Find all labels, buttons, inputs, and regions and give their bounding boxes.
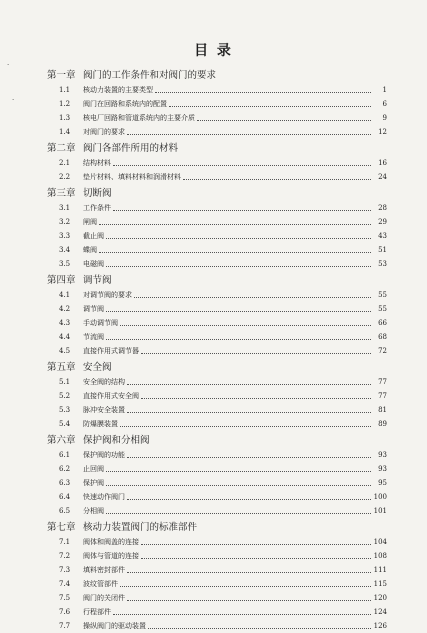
toc-entry [47, 563, 387, 577]
section-number: 4.2 [59, 305, 71, 313]
section-title: 工作条件 [83, 204, 111, 212]
dot-leader [106, 238, 371, 239]
chapter-number: 第三章 [47, 188, 76, 199]
toc-entry [47, 83, 387, 97]
toc-entry [47, 302, 387, 316]
section-number: 3.5 [59, 260, 71, 268]
chapter-heading [47, 521, 387, 535]
toc-entry [47, 549, 387, 563]
page-number: 66 [378, 319, 387, 327]
chapter-number: 第一章 [47, 70, 76, 81]
section-title: 止回阀 [83, 465, 104, 473]
section-title: 分相阀 [83, 507, 104, 515]
section-number: 3.3 [59, 232, 71, 240]
page-number: 29 [378, 218, 387, 226]
toc-entry [47, 504, 387, 518]
section-title: 核电厂回路和管道系统内的主要介质 [83, 114, 195, 122]
section-title: 阀门的关闭件 [83, 594, 125, 602]
dot-leader [106, 471, 371, 472]
dot-leader [183, 179, 371, 180]
section-title: 直接作用式安全阀 [83, 392, 139, 400]
section-number: 5.2 [59, 392, 71, 400]
dot-leader [106, 311, 371, 312]
toc-entry [47, 389, 387, 403]
dot-leader [155, 92, 371, 93]
toc-entry [47, 417, 387, 431]
toc-entry [47, 619, 387, 633]
chapter-title: 阀门的工作条件和对阀门的要求 [83, 70, 217, 81]
section-title: 结构材料 [83, 159, 111, 167]
toc-entry [47, 476, 387, 490]
dot-leader [127, 457, 371, 458]
page-title: 目 录 [194, 43, 233, 59]
section-number: 7.7 [59, 622, 71, 630]
section-number: 7.5 [59, 594, 71, 602]
dot-leader [127, 412, 371, 413]
page-number: 6 [382, 100, 387, 108]
page-number: 55 [378, 305, 387, 313]
page-number: 100 [373, 493, 387, 501]
section-number: 3.4 [59, 246, 71, 254]
page-number: 53 [378, 260, 387, 268]
dot-leader [113, 614, 371, 615]
section-title: 对调节阀的要求 [83, 291, 132, 299]
page-number: 101 [373, 507, 387, 515]
page-number: 77 [378, 392, 387, 400]
section-title: 节流阀 [83, 333, 104, 341]
dot-leader [141, 544, 371, 545]
chapter-number: 第六章 [47, 435, 76, 446]
chapter-title: 调节阀 [83, 275, 112, 286]
toc-entry [47, 316, 387, 330]
section-number: 7.2 [59, 552, 71, 560]
section-title: 波纹管部件 [83, 580, 118, 588]
table-of-contents [47, 66, 387, 633]
toc-entry [47, 97, 387, 111]
page-number: 126 [373, 622, 387, 630]
section-title: 快速动作阀门 [83, 493, 125, 501]
section-number: 7.6 [59, 608, 71, 616]
toc-entry [47, 229, 387, 243]
page-number: 77 [378, 378, 387, 386]
chapter-title: 切断阀 [83, 188, 112, 199]
toc-entry [47, 591, 387, 605]
toc-entry [47, 170, 387, 184]
toc-entry [47, 577, 387, 591]
scan-speck: · [7, 61, 10, 69]
scan-speck: · [12, 96, 15, 104]
toc-entry [47, 156, 387, 170]
dot-leader [120, 586, 371, 587]
section-number: 6.4 [59, 493, 71, 501]
section-title: 调节阀 [83, 305, 104, 313]
section-title: 截止阀 [83, 232, 104, 240]
section-title: 电磁阀 [83, 260, 104, 268]
dot-leader [141, 398, 371, 399]
section-number: 1.1 [59, 86, 71, 94]
section-title: 蝶阀 [83, 246, 97, 254]
section-number: 3.1 [59, 204, 71, 212]
dot-leader [99, 224, 371, 225]
page-number: 81 [378, 406, 387, 414]
section-number: 4.5 [59, 347, 71, 355]
page-number: 93 [378, 451, 387, 459]
chapter-title: 保护阀和分相阀 [83, 435, 150, 446]
page-number: 108 [373, 552, 387, 560]
page-number: 120 [373, 594, 387, 602]
section-number: 4.1 [59, 291, 71, 299]
dot-leader [127, 600, 371, 601]
page-number: 72 [378, 347, 387, 355]
section-number: 1.2 [59, 100, 71, 108]
section-title: 阀门在回路和系统内的配置 [83, 100, 167, 108]
chapter-title: 阀门各部件所用的材料 [83, 143, 179, 154]
chapter-title: 核动力装置阀门的标准部件 [83, 522, 198, 533]
chapter-heading [47, 434, 387, 448]
section-number: 5.4 [59, 420, 71, 428]
section-title: 直接作用式调节器 [83, 347, 139, 355]
page-number: 68 [378, 333, 387, 341]
toc-entry [47, 111, 387, 125]
page-number: 124 [373, 608, 387, 616]
toc-entry [47, 215, 387, 229]
section-number: 7.4 [59, 580, 71, 588]
section-number: 4.3 [59, 319, 71, 327]
dot-leader [106, 485, 371, 486]
toc-entry [47, 605, 387, 619]
chapter-heading [47, 69, 387, 83]
section-number: 4.4 [59, 333, 71, 341]
section-number: 7.3 [59, 566, 71, 574]
section-title: 垫片材料、填料材料和润滑材料 [83, 173, 181, 181]
dot-leader [106, 266, 371, 267]
section-number: 2.1 [59, 159, 71, 167]
toc-entry [47, 403, 387, 417]
page-number: 51 [378, 246, 387, 254]
chapter-heading [47, 274, 387, 288]
page-number: 1 [382, 86, 387, 94]
section-number: 5.3 [59, 406, 71, 414]
dot-leader [141, 353, 371, 354]
dot-leader [148, 628, 371, 629]
page-number: 28 [378, 204, 387, 212]
page-number: 16 [378, 159, 387, 167]
section-number: 6.2 [59, 465, 71, 473]
section-title: 安全阀的结构 [83, 378, 125, 386]
dot-leader [127, 384, 371, 385]
dot-leader [127, 572, 371, 573]
dot-leader [99, 252, 371, 253]
chapter-heading [47, 361, 387, 375]
section-title: 操纵阀门的驱动装置 [83, 622, 146, 630]
section-title: 防爆膜装置 [83, 420, 118, 428]
page-number: 9 [382, 114, 387, 122]
section-number: 6.1 [59, 451, 71, 459]
chapter-number: 第七章 [47, 522, 76, 533]
section-title: 保护阀 [83, 479, 104, 487]
section-title: 行程部件 [83, 608, 111, 616]
chapter-heading [47, 187, 387, 201]
dot-leader [113, 210, 371, 211]
section-title: 手动调节阀 [83, 319, 118, 327]
chapter-heading [47, 142, 387, 156]
chapter-title: 安全阀 [83, 362, 112, 373]
toc-entry [47, 490, 387, 504]
dot-leader [197, 120, 371, 121]
dot-leader [113, 165, 371, 166]
section-title: 填料密封部件 [83, 566, 125, 574]
toc-entry [47, 243, 387, 257]
toc-entry [47, 288, 387, 302]
section-title: 闸阀 [83, 218, 97, 226]
section-number: 6.3 [59, 479, 71, 487]
section-number: 6.5 [59, 507, 71, 515]
page-number: 95 [378, 479, 387, 487]
page-number: 89 [378, 420, 387, 428]
page-number: 93 [378, 465, 387, 473]
toc-entry [47, 448, 387, 462]
chapter-number: 第二章 [47, 143, 76, 154]
toc-entry [47, 125, 387, 139]
dot-leader [141, 558, 371, 559]
dot-leader [169, 106, 371, 107]
section-number: 1.4 [59, 128, 71, 136]
toc-entry [47, 344, 387, 358]
toc-entry [47, 535, 387, 549]
section-title: 保护阀的功能 [83, 451, 125, 459]
section-title: 对阀门的要求 [83, 128, 125, 136]
toc-entry [47, 257, 387, 271]
chapter-number: 第五章 [47, 362, 76, 373]
dot-leader [106, 513, 371, 514]
dot-leader [127, 499, 371, 500]
section-number: 2.2 [59, 173, 71, 181]
page-number: 55 [378, 291, 387, 299]
page-number: 24 [378, 173, 387, 181]
chapter-number: 第四章 [47, 275, 76, 286]
toc-entry [47, 462, 387, 476]
section-title: 阀体与管道的连接 [83, 552, 139, 560]
page-number: 104 [373, 538, 387, 546]
section-number: 7.1 [59, 538, 71, 546]
toc-entry [47, 330, 387, 344]
dot-leader [120, 426, 371, 427]
toc-entry [47, 201, 387, 215]
page-number: 111 [373, 566, 387, 574]
dot-leader [120, 325, 371, 326]
page-number: 12 [378, 128, 387, 136]
section-number: 1.3 [59, 114, 71, 122]
section-number: 5.1 [59, 378, 71, 386]
dot-leader [106, 339, 371, 340]
toc-entry [47, 375, 387, 389]
section-title: 脉冲安全装置 [83, 406, 125, 414]
page-number: 43 [378, 232, 387, 240]
dot-leader [134, 297, 371, 298]
section-number: 3.2 [59, 218, 71, 226]
section-title: 阀体和阀盖的连接 [83, 538, 139, 546]
section-title: 核动力装置的主要类型 [83, 86, 153, 94]
page-number: 115 [373, 580, 387, 588]
dot-leader [127, 134, 371, 135]
